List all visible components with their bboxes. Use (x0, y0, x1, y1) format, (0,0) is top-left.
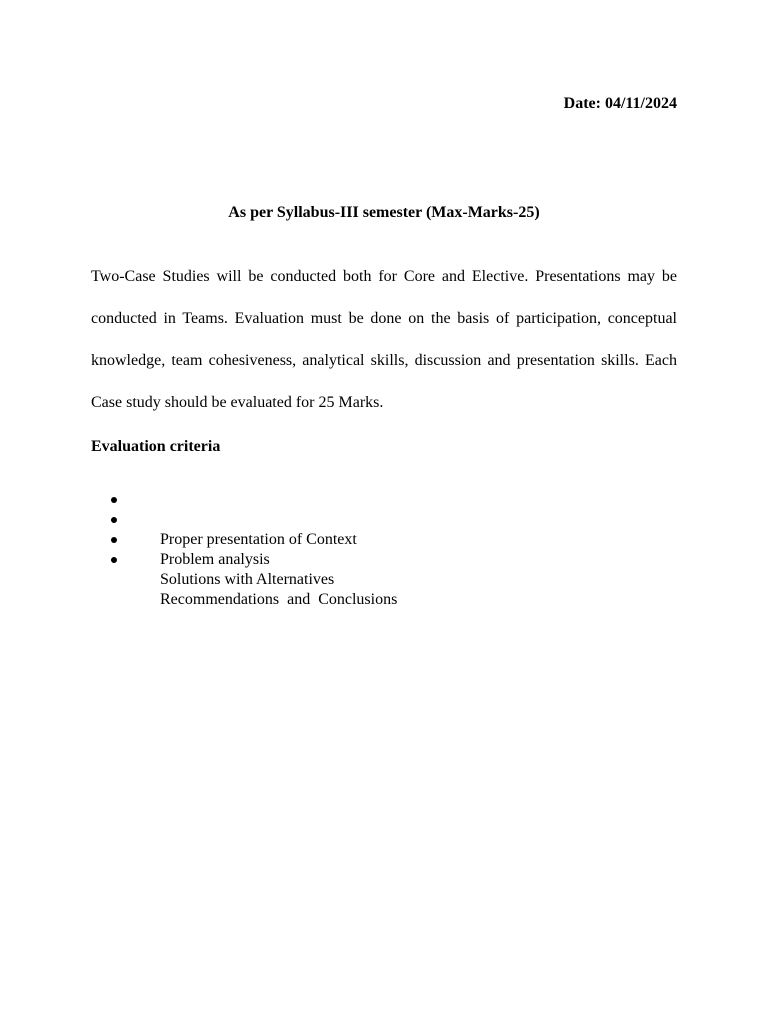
document-heading: As per Syllabus-III semester (Max-Marks-25) (228, 204, 540, 221)
evaluation-criteria-list (91, 490, 398, 608)
criteria-item-label: Proper presentation of Context (160, 531, 357, 548)
bullet-icon (111, 537, 117, 543)
evaluation-criteria-title: Evaluation criteria (91, 438, 221, 455)
criteria-item-label: Recommendations and Conclusions (160, 591, 398, 608)
body-paragraph: Two-Case Studies will be conducted both for Core and Elective. Presentations may be conducted in Teams. Evaluation must be done on the basis of participation, conceptual knowledge, team cohesiveness, analytical skills, discussion and presentation skills. Each Case study should be evaluated for 25 Marks. (91, 268, 677, 411)
criteria-item-label: Problem analysis (160, 551, 270, 568)
bullet-icon (111, 497, 117, 503)
bullet-icon (111, 517, 117, 523)
document-date: Date: 04/11/2024 (563, 95, 677, 112)
criteria-item-label: Solutions with Alternatives (160, 571, 335, 588)
bullet-icon (111, 557, 117, 563)
criteria-item (91, 490, 397, 548)
